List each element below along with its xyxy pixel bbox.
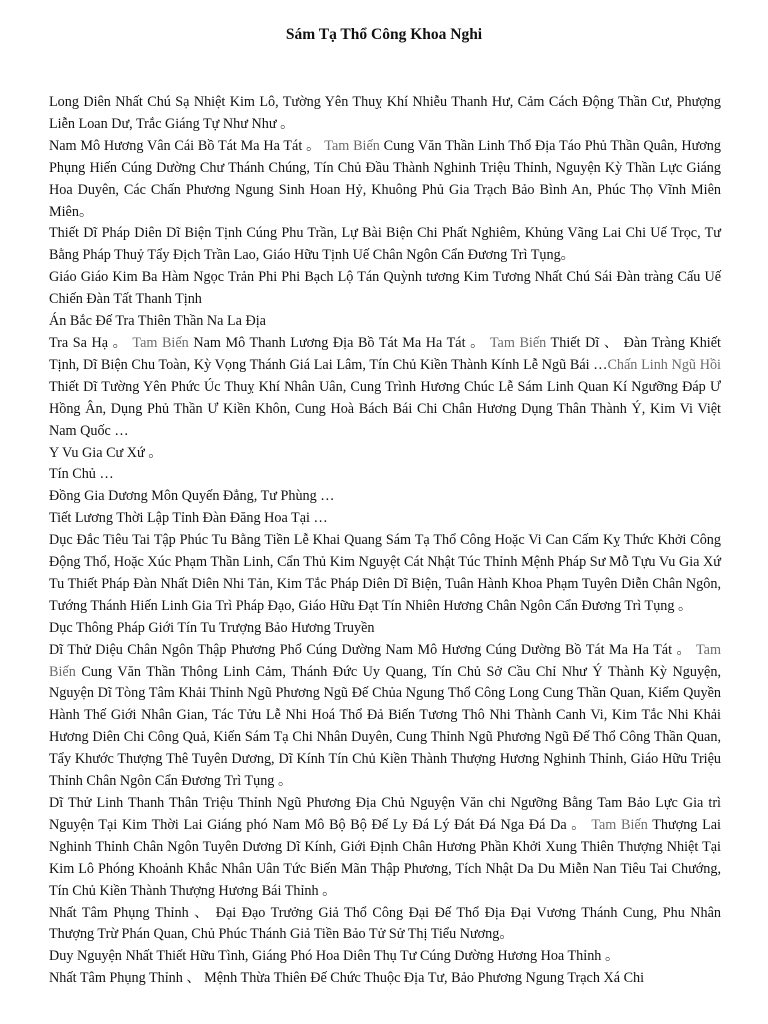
paragraph bbox=[49, 223, 721, 267]
paragraph bbox=[49, 530, 721, 618]
inline-note: Tam Biến bbox=[324, 137, 380, 154]
paragraph-text: Nam Mô Thanh Lương Địa Bồ Tát Ma Ha Tát 。 bbox=[188, 334, 490, 351]
paragraph-text: Tra Sa Hạ 。 bbox=[49, 334, 133, 351]
paragraph-text: Dục Thông Pháp Giới Tín Tu Trượng Bảo Hương Truyền bbox=[49, 619, 375, 636]
paragraph bbox=[49, 903, 721, 947]
paragraph-text: Tiết Lương Thời Lập Tỉnh Đàn Đăng Hoa Tại … bbox=[49, 510, 328, 527]
paragraph-text: Án Bắc Đế Tra Thiên Thần Na La Địa bbox=[49, 313, 266, 330]
document-title: Sám Tạ Thổ Công Khoa Nghi bbox=[285, 26, 483, 43]
paragraph bbox=[49, 486, 721, 508]
paragraph bbox=[49, 333, 721, 443]
paragraph-text: Tín Chủ … bbox=[49, 466, 114, 483]
paragraph bbox=[49, 618, 721, 640]
paragraph-text: Giáo Giáo Kim Ba Hàm Ngọc Trản Phi Phi Bạch Lộ Tán Quỳnh tương Kim Tương Nhất Chú Sái Đàn tràng Cấu Uế Chiến Đàn Tất Thanh Tịnh bbox=[49, 269, 721, 308]
inline-note: Chấn Linh Ngũ Hồi bbox=[607, 356, 721, 373]
paragraph bbox=[49, 136, 721, 224]
paragraph bbox=[49, 267, 721, 311]
paragraph bbox=[49, 464, 721, 486]
paragraph-text: Nam Mô Hương Vân Cái Bồ Tát Ma Ha Tát 。 bbox=[49, 137, 325, 154]
paragraph-text: Đồng Gia Dương Môn Quyến Đẳng, Tư Phùng … bbox=[49, 488, 335, 505]
paragraph-text: Dĩ Thử Diệu Chân Ngôn Thập Phương Phổ Cúng Dường Nam Mô Hương Cúng Dường Bồ Tát Ma Ha Tát 。 bbox=[49, 641, 696, 658]
paragraph bbox=[49, 443, 721, 465]
paragraph-text: Y Vu Gia Cư Xứ 。 bbox=[49, 444, 163, 461]
inline-note: Tam Biến bbox=[132, 334, 189, 351]
inline-note: Tam Biến bbox=[591, 816, 648, 833]
paragraph-text: Long Diên Nhất Chú Sạ Nhiệt Kim Lô, Tường Yên Thuỵ Khí Nhiễu Thanh Hư, Cảm Cách Động Thần Cư, Phượng Liễn Loan Dư, Trắc Giáng Tự Như Như 。 bbox=[49, 94, 721, 132]
document-body bbox=[49, 92, 721, 990]
paragraph-text: Thiết Dĩ Tường Yên Phức Úc Thuỵ Khí Nhân Uân, Cung Trình Hương Chúc Lễ Sám Linh Quan Kí Ngưỡng Đáp Ư Hồng Ân, Dụng Phủ Thần Ư Kiền Khôn, Cung Hoà Bách Bái Chi Chân Hương Dụng Thân Thành Ý, Kim Vi Việt Nam Quốc … bbox=[49, 378, 721, 439]
paragraph-text: Thiết Dĩ 、 Đàn Tràng Khiết Tịnh, Dĩ Biện Chu Toàn, Kỳ Vọng Thánh Giá Lai Lâm, Tín Chủ Kiền Thành Kính Lễ Ngũ Bái … bbox=[49, 334, 721, 373]
paragraph-text: Dục Đắc Tiêu Tai Tập Phúc Tu Bằng Tiền Lễ Khai Quang Sám Tạ Thổ Công Hoặc Vi Can Cấm Kỵ Thức Khởi Công Động Thổ, Hoặc Xúc Phạm Thần Linh, Cẩn Thủ Kim Nguyệt Cát Nhật Túc Thỉnh Mệnh Pháp Sư Mỗ Tựu Vu Gia Xứ Tu Thiết Pháp Đàn Nhất Diên Nhi Tản, Kim Tắc Pháp Diên Dĩ Biện, Tuân Hành Khoa Phạm Tuyên Diễn Chân Ngôn, Tướng Thánh Hiến Linh Gia Trì Pháp Đạo, Giáo Hữu Đạt Tín Nhiên Hương Chân Ngôn Cẩn Đương Trì Tụng 。 bbox=[49, 532, 721, 614]
paragraph bbox=[49, 640, 721, 793]
paragraph bbox=[49, 946, 721, 968]
paragraph bbox=[49, 508, 721, 530]
paragraph bbox=[49, 793, 721, 903]
paragraph-text: Thiết Dĩ Pháp Diên Dĩ Biện Tịnh Cúng Phu Trần, Lự Bài Biện Chi Phất Nghiêm, Khủng Vãng Lai Chi Uế Trọc, Tư Bằng Pháp Thuỷ Tẩy Địch Trần Lao, Giáo Hữu Tịnh Uế Chân Ngôn Cẩn Đương Trì Tụng。 bbox=[49, 225, 721, 264]
paragraph bbox=[49, 92, 721, 136]
inline-note: Tam Biến bbox=[489, 334, 547, 351]
paragraph-text: Dĩ Thử Linh Thanh Thân Triệu Thỉnh Ngũ Phương Địa Chủ Nguyện Văn chi Ngưỡng Bằng Tam Bảo Lực Gia trì Nguyện Tại Kim Thời Lai Giáng phó Nam Mô Bộ Bộ Đế Ly Đá Lý Đát Đá Nga Đá Da 。 bbox=[49, 795, 721, 833]
paragraph-text: Cung Văn Thần Thông Linh Cảm, Thánh Đức Uy Quang, Tín Chủ Sở Cầu Chỉ Như Ý Thành Kỳ Nguyện, Nguyện Dĩ Tòng Tâm Khải Thỉnh Ngũ Phương Ngũ Đế Chủa Ngung Thổ Công Long Cung Thần Quan, Kiểm Quyền Hành Thế Giới Nhân Gian, Tác Tửu Lễ Nhi Hoá Thổ Đả Biến Tương Thô Nhi Thành Canh Vi, Kim Tắc Nhi Khải Hương Diên Chi Công Quả, Kiến Sám Tạ Chi Nhân Duyên, Cung Thỉnh Ngũ Phương Ngũ Đế Thổ Công Thần Quan, Tẩy Khước Thượng Thê Tuyên Dương, Dĩ Kính Tín Chủ Kiền Thành Thượng Hương Nghinh Thỉnh, Giáo Hữu Triệu Thỉnh Chân Ngôn Cẩn Đương Trì Tụng 。 bbox=[49, 663, 721, 790]
paragraph-text: Cung Văn Thần Linh Thổ Địa Táo Phủ Thần Quân, Hương Phụng Hiến Cúng Dường Chư Thánh Chúng, Tín Chủ Đầu Thành Nghinh Triệu Thỉnh, Nguyện Kỳ Thần Lực Giáng Hoa Duyên, Các Chấn Phương Ngung Sinh Hoan Hỷ, Khuông Phủ Gia Trạch Bảo Bình An, Phúc Thọ Vĩnh Miên Miên。 bbox=[49, 137, 721, 220]
paragraph-text: Thượng Lai Nghinh Thỉnh Chân Ngôn Tuyên Dương Dĩ Kính, Giới Định Chân Hương Phần Khởi Xung Thiên Thượng Nhiệt Tại Kim Lô Phóng Khoảnh Khắc Nhân Uân Tức Biến Mãn Thập Phương, Tích Nhật Da Du Miễn Nan Tiêu Tai Chướng, Tín Chủ Kiền Thành Thượng Hương Bái Thỉnh 。 bbox=[49, 816, 721, 899]
paragraph-text: Nhất Tâm Phụng Thỉnh 、 Đại Đạo Trưởng Giả Thổ Công Đại Đế Thổ Địa Đại Vương Thánh Cung, Phu Nhân Thượng Trừ Phán Quan, Chủ Phúc Thánh Giả Tiền Bảo Tử Sử Thị Tiểu Nương。 bbox=[49, 904, 721, 943]
inline-note: Tam Biến bbox=[49, 641, 721, 680]
paragraph-text: Nhất Tâm Phụng Thỉnh 、 Mệnh Thừa Thiên Đế Chức Thuộc Địa Tư, Bảo Phương Ngung Trạch Xá Chi bbox=[49, 970, 645, 987]
paragraph bbox=[49, 311, 721, 333]
paragraph-text: Duy Nguyện Nhất Thiết Hữu Tình, Giáng Phó Hoa Diên Thụ Tư Cúng Dường Hương Hoa Thỉnh 。 bbox=[49, 948, 620, 965]
paragraph bbox=[49, 968, 721, 990]
